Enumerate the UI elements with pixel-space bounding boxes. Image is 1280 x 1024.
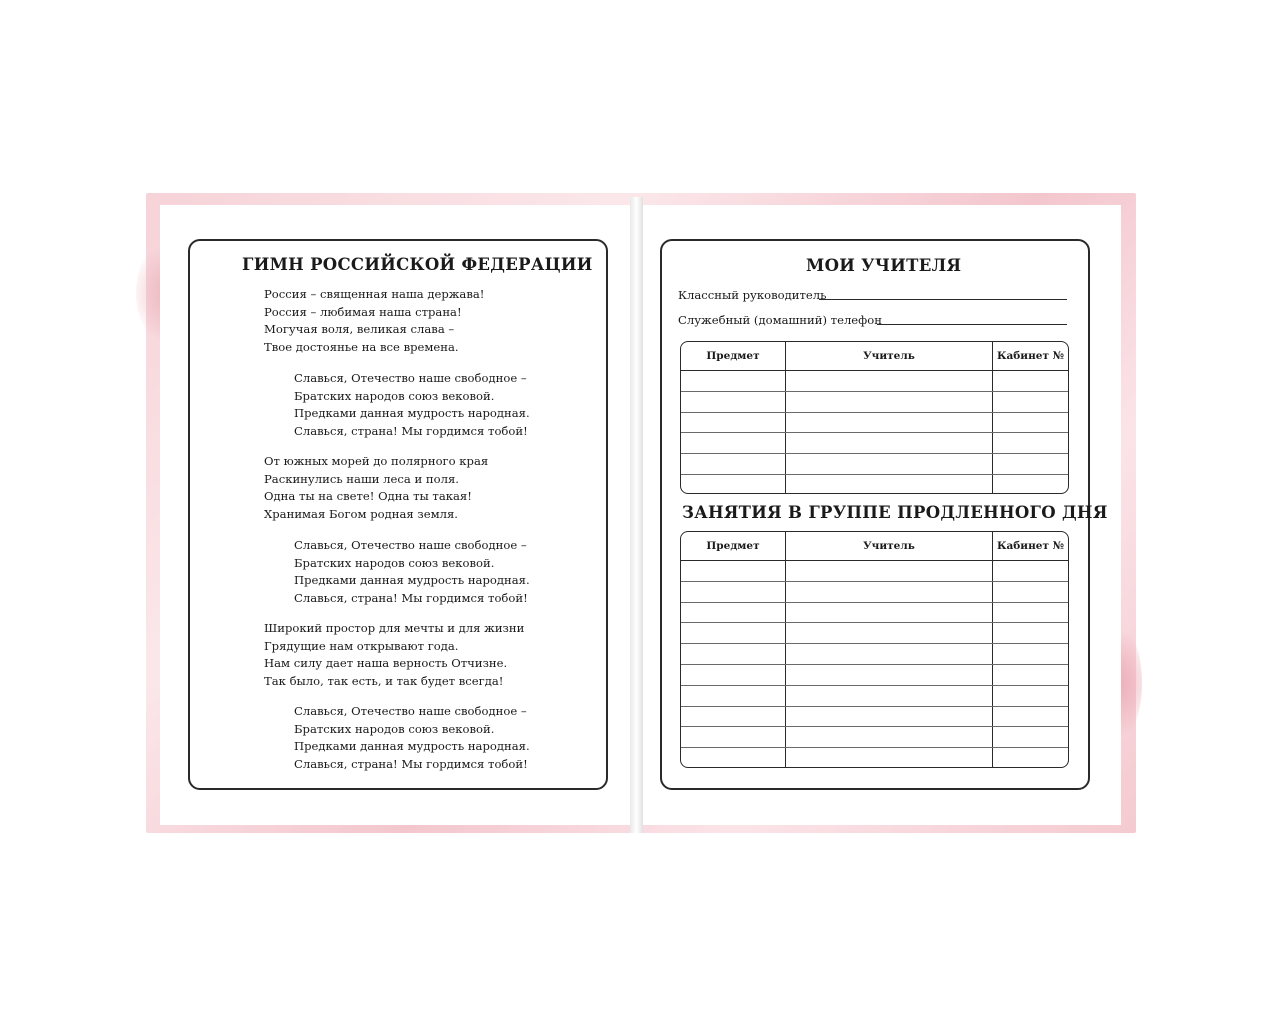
table-row[interactable] (681, 392, 1068, 412)
anthem-line: Могучая воля, великая слава – (264, 322, 455, 337)
header-room: Кабинет № (996, 350, 1065, 362)
table-row[interactable] (681, 603, 1068, 623)
table-row[interactable] (681, 665, 1068, 685)
extended-day-table (680, 531, 1069, 768)
anthem-line: От южных морей до полярного края (264, 454, 489, 468)
anthem-title: ГИМН РОССИЙСКОЙ ФЕДЕРАЦИИ (242, 255, 593, 274)
header-room: Кабинет № (996, 540, 1065, 552)
header-subject: Предмет (706, 540, 760, 552)
anthem-verse (264, 620, 524, 691)
table-row[interactable] (681, 623, 1068, 643)
table-row[interactable] (681, 371, 1068, 391)
anthem-line: Братских народов союз вековой. (294, 721, 495, 736)
class-teacher-label: Классный руководитель (678, 288, 827, 302)
anthem-line: Славься, страна! Мы гордимся тобой! (294, 591, 528, 606)
anthem-line: Россия – священная наша держава! (264, 287, 485, 301)
teachers-title: МОИ УЧИТЕЛЯ (806, 256, 962, 275)
table-row[interactable] (681, 582, 1068, 602)
anthem-verse (264, 286, 484, 357)
table-row[interactable] (681, 454, 1068, 474)
table-row[interactable] (681, 413, 1068, 433)
anthem-line: Россия – любимая наша страна! (264, 304, 462, 319)
extended-day-title: ЗАНЯТИЯ В ГРУППЕ ПРОДЛЕННОГО ДНЯ (682, 503, 1108, 522)
anthem-line: Грядущие нам открывают года. (264, 638, 459, 653)
anthem-line: Славься, Отечество наше свободное – (294, 371, 527, 385)
table-row[interactable] (681, 475, 1068, 494)
table-row[interactable] (681, 748, 1068, 768)
anthem-line: Нам силу дает наша верность Отчизне. (264, 656, 508, 671)
table-row[interactable] (681, 561, 1068, 581)
anthem-line: Предками данная мудрость народная. (294, 739, 530, 754)
table-row[interactable] (681, 707, 1068, 727)
header-subject: Предмет (706, 350, 760, 362)
anthem-verse (264, 453, 488, 524)
anthem-line: Славься, страна! Мы гордимся тобой! (294, 424, 528, 439)
phone-label: Служебный (домашний) телефон (678, 313, 882, 327)
table-row[interactable] (681, 433, 1068, 453)
book-spine (630, 197, 643, 833)
anthem-line: Славься, Отечество наше свободное – (294, 538, 527, 552)
anthem-line: Так было, так есть, и так будет всегда! (264, 674, 504, 689)
anthem-line: Одна ты на свете! Одна ты такая! (264, 489, 472, 504)
header-teacher: Учитель (863, 350, 915, 362)
anthem-line: Предками данная мудрость народная. (294, 573, 530, 588)
anthem-line: Хранимая Богом родная земля. (264, 507, 458, 522)
anthem-line: Широкий простор для мечты и для жизни (264, 621, 525, 635)
table-row[interactable] (681, 686, 1068, 706)
anthem-line: Раскинулись наши леса и поля. (264, 471, 459, 486)
table-row[interactable] (681, 727, 1068, 747)
teachers-table (680, 341, 1069, 494)
class-teacher-field[interactable] (819, 299, 1067, 300)
anthem-line: Братских народов союз вековой. (294, 555, 495, 570)
header-teacher: Учитель (863, 540, 915, 552)
anthem-line: Твое достоянье на все времена. (264, 340, 459, 355)
anthem-chorus (294, 370, 530, 441)
anthem-chorus (294, 537, 530, 608)
anthem-line: Предками данная мудрость народная. (294, 406, 530, 421)
phone-field[interactable] (877, 324, 1067, 325)
anthem-line: Славься, страна! Мы гордимся тобой! (294, 757, 528, 772)
anthem-line: Славься, Отечество наше свободное – (294, 704, 527, 718)
anthem-chorus (294, 703, 530, 774)
anthem-line: Братских народов союз вековой. (294, 388, 495, 403)
table-row[interactable] (681, 644, 1068, 664)
